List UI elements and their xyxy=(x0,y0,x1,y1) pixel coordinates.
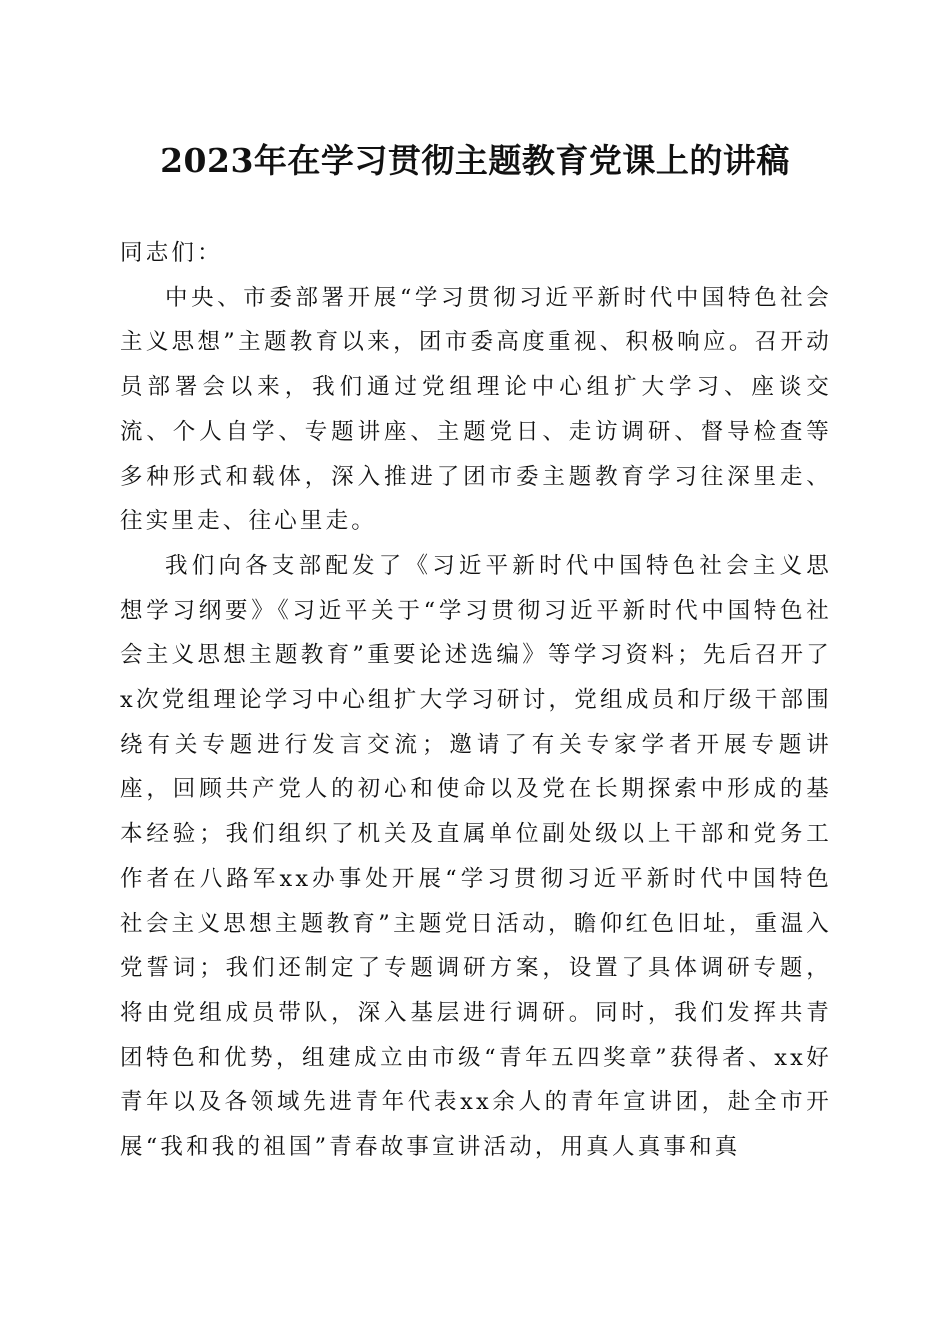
paragraph-1: 中央、市委部署开展“学习贯彻习近平新时代中国特色社会主义思想”主题教育以来，团市委高度重视、积极响应。召开动员部署会以来，我们通过党组理论中心组扩大学习、座谈交流、个人自学、专题讲座、主题党日、走访调研、督导检查等多种形式和载体，深入推进了团市委主题教育学习往深里走、往实里走、往心里走。 xyxy=(120,284,832,535)
document-title: 2023年在学习贯彻主题教育党课上的讲稿 xyxy=(160,141,790,180)
salutation: 同志们： xyxy=(120,240,223,266)
document-body xyxy=(120,231,832,1170)
paragraph-2: 我们向各支部配发了《习近平新时代中国特色社会主义思想学习纲要》《习近平关于“学习贯彻习近平新时代中国特色社会主义思想主题教育”重要论述选编》等学习资料；先后召开了x次党组理论学习中心组扩大学习研讨，党组成员和厅级干部围绕有关专题进行发言交流；邀请了有关专家学者开展专题讲座，回顾共产党人的初心和使命以及党在长期探索中形成的基本经验；我们组织了机关及直属单位副处级以上干部和党务工作者在八路军xx办事处开展“学习贯彻习近平新时代中国特色社会主义思想主题教育”主题党日活动，瞻仰红色旧址，重温入党誓词；我们还制定了专题调研方案，设置了具体调研专题，将由党组成员带队，深入基层进行调研。同时，我们发挥共青团特色和优势，组建成立由市级“青年五四奖章”获得者、xx好青年以及各领域先进青年代表xx余人的青年宣讲团，赴全市开展“我和我的祖国”青春故事宣讲活动，用真人真事和真 xyxy=(120,552,832,1161)
